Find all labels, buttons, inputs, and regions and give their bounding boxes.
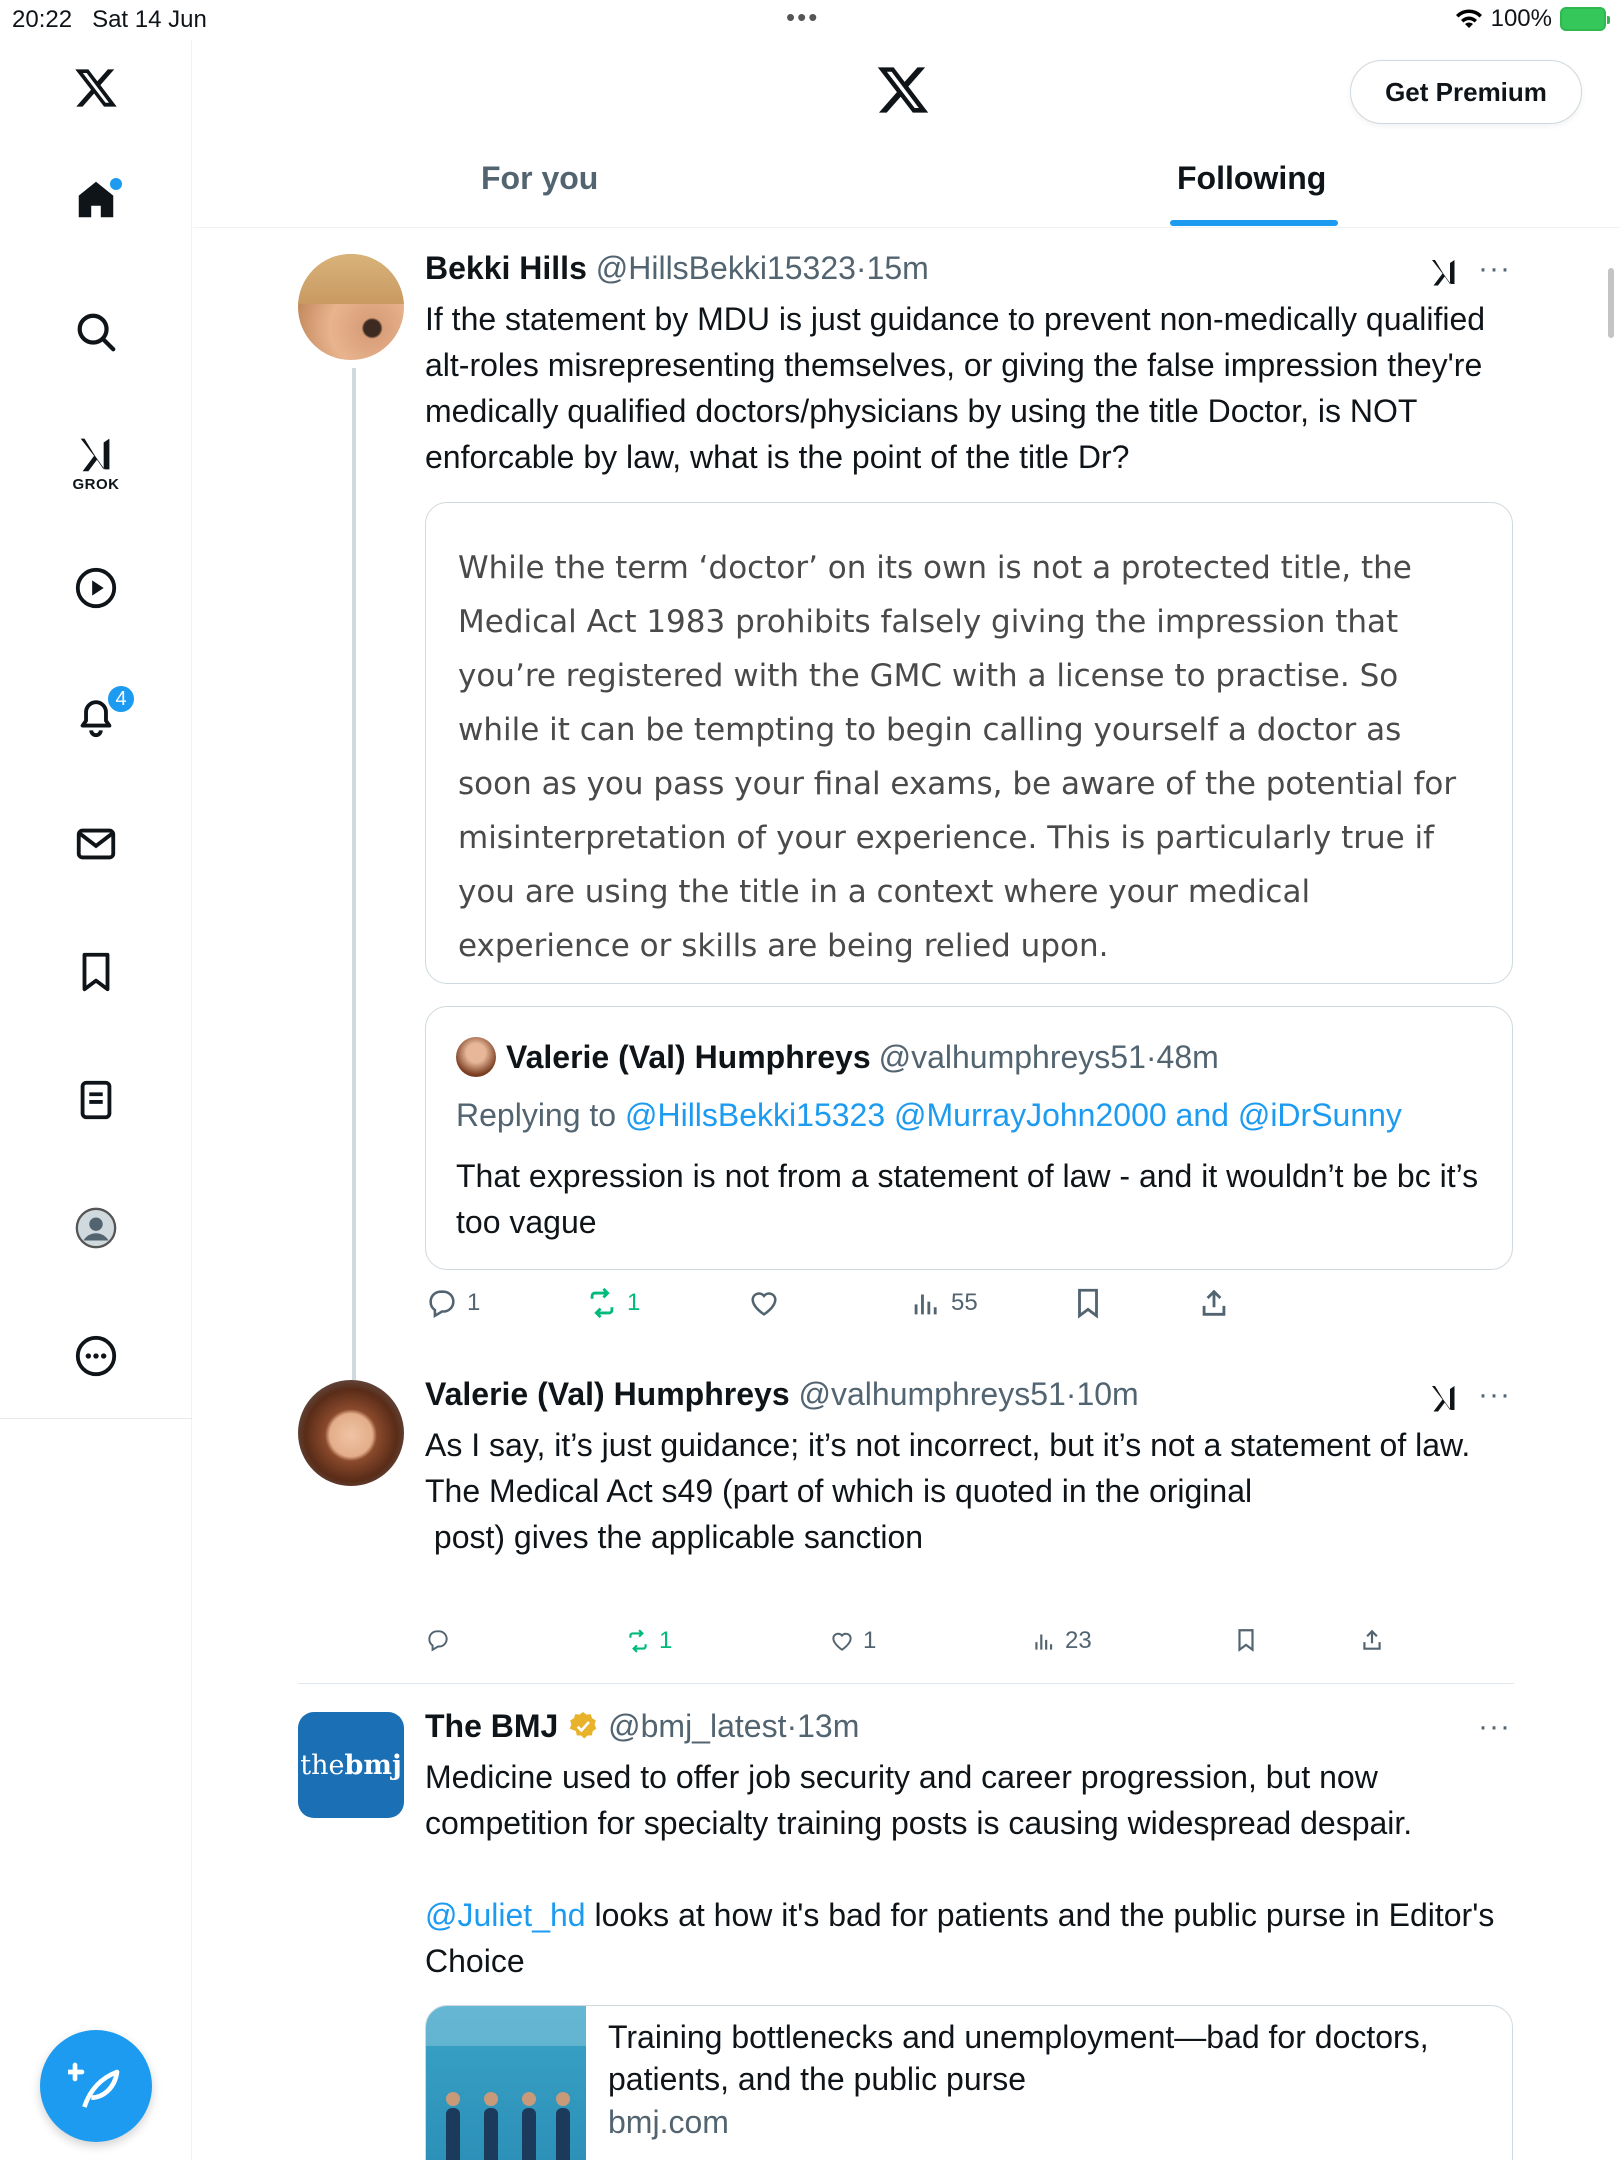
notifications-bell-icon[interactable] [66, 686, 126, 746]
more-options-icon[interactable]: ··· [1478, 252, 1511, 285]
grok-label: GROK [72, 476, 120, 493]
share-button[interactable] [1359, 1627, 1385, 1653]
messages-envelope-icon[interactable] [66, 814, 126, 874]
tweet-text [425, 1754, 1515, 1984]
author-name[interactable]: The BMJ [425, 1708, 559, 1744]
heart-icon [829, 1628, 855, 1654]
image-quote-text: While the term ‘doctor’ on its own is not a protected title, the Medical Act 1983 prohibits falsely giving the impression that you’re registered with the GMC with a license to practise. So while it can be tempting to begin calling yourself a doctor as soon as you pass your final exams, be aware of the potential for misinterpretation of your experience. This is particularly true if you are using the title in a context where your medical experience or skills are being relied upon. [458, 550, 1457, 964]
author-handle: @valhumphreys51·48m [878, 1038, 1219, 1075]
compose-post-button[interactable] [40, 2030, 152, 2142]
video-icon[interactable] [66, 558, 126, 618]
like-count: 1 [863, 1627, 877, 1654]
author-handle[interactable]: @HillsBekki15323 [595, 250, 856, 286]
tweet-text-line: As I say, it’s just guidance; it’s not incorrect, but it’s not a statement of law. [425, 1427, 1471, 1463]
status-right [1455, 5, 1606, 33]
repost-count: 1 [659, 1627, 673, 1654]
reply-count: 1 [467, 1289, 481, 1316]
avatar[interactable] [298, 1712, 404, 1818]
separator-dot: · [1065, 1376, 1077, 1412]
top-bar [193, 40, 1620, 228]
author-name[interactable]: Valerie (Val) Humphreys [425, 1376, 790, 1412]
search-icon[interactable] [66, 302, 126, 362]
avatar[interactable] [298, 254, 404, 360]
grok-icon[interactable] [66, 424, 126, 484]
bookmark-button[interactable] [1071, 1286, 1105, 1320]
like-button[interactable] [747, 1286, 789, 1320]
quoted-tweet-header [456, 1037, 1219, 1077]
share-button[interactable] [1197, 1286, 1231, 1320]
verified-gold-badge-icon [567, 1710, 599, 1742]
bmj-logo-text: thebmj [300, 1749, 402, 1781]
active-tab-indicator [1170, 220, 1338, 226]
tweet-text-paragraph: @Juliet_hd looks at how it's bad for patients and the public purse in Editor's Choice [425, 1897, 1495, 1979]
tab-following[interactable]: Following [1177, 160, 1327, 196]
views-chart-icon [909, 1286, 943, 1320]
bookmark-button[interactable] [1233, 1627, 1259, 1653]
mention-link[interactable]: @Juliet_hd [425, 1897, 586, 1933]
bookmark-icon [1233, 1627, 1259, 1653]
author-handle[interactable]: @bmj_latest [608, 1708, 787, 1744]
repost-icon [585, 1286, 619, 1320]
tweet-text-line: post) gives the applicable sanction [425, 1519, 924, 1555]
compose-feather-icon [68, 2058, 124, 2114]
tweet-text [425, 1422, 1515, 1560]
thread-connector-line [352, 368, 356, 1380]
quoted-tweet[interactable] [425, 1006, 1513, 1270]
avatar[interactable] [298, 1380, 404, 1486]
mention-link[interactable]: @HillsBekki15323 @MurrayJohn2000 [624, 1097, 1167, 1133]
quoted-tweet-text: That expression is not from a statement of law - and it wouldn’t be bc it’s too vague [456, 1158, 1479, 1240]
reply-icon [425, 1286, 459, 1320]
tweet-text: If the statement by MDU is just guidance to prevent non-medically qualified alt-roles misrepresenting themselves, or giving the false impression they're medically qualified doctors/physicians by using the title Doctor, is NOT enforcable by law, what is the point of the title Dr? [425, 301, 1486, 475]
repost-icon [625, 1628, 651, 1654]
views-chart-icon [1031, 1628, 1057, 1654]
like-button[interactable] [829, 1627, 876, 1655]
tweet-text-line: The Medical Act s49 (part of which is quoted in the original [425, 1473, 1253, 1509]
status-bar [0, 0, 1620, 40]
timestamp[interactable]: 15m [866, 250, 929, 286]
bookmark-icon [1071, 1286, 1105, 1320]
x-logo-icon[interactable] [66, 58, 126, 118]
reply-icon [425, 1627, 451, 1653]
timestamp[interactable]: 13m [797, 1708, 860, 1744]
repost-count: 1 [627, 1289, 641, 1316]
bookmarks-icon[interactable] [66, 942, 126, 1002]
tweet-actions [425, 1286, 1515, 1336]
notifications-badge: 4 [106, 684, 136, 714]
timestamp[interactable]: 10m [1076, 1376, 1139, 1412]
view-count: 23 [1065, 1627, 1092, 1654]
x-logo-icon[interactable] [875, 62, 931, 118]
repost-button[interactable] [625, 1627, 672, 1655]
lists-icon[interactable] [66, 1070, 126, 1130]
avatar [456, 1037, 496, 1077]
view-count: 55 [951, 1289, 978, 1316]
grok-icon[interactable] [1426, 254, 1462, 290]
mention-and: and [1175, 1097, 1229, 1133]
more-options-icon[interactable]: ··· [1478, 1378, 1511, 1411]
article-thumbnail [426, 2006, 586, 2160]
tweet-header [425, 250, 929, 287]
attached-image-text[interactable] [425, 502, 1513, 984]
heart-icon [747, 1286, 781, 1320]
home-unread-dot [110, 178, 122, 190]
get-premium-button[interactable]: Get Premium [1350, 60, 1582, 124]
scrollbar[interactable] [1608, 268, 1614, 338]
mention-link[interactable]: @iDrSunny [1237, 1097, 1402, 1133]
status-time: 20:22 Sat 14 Jun [12, 6, 207, 33]
reply-button[interactable] [425, 1627, 459, 1653]
multitasking-dots-icon[interactable]: ••• [786, 2, 820, 32]
tweet-divider [298, 1683, 1514, 1684]
share-icon [1359, 1627, 1385, 1653]
grok-icon[interactable] [1426, 1380, 1462, 1416]
link-title: Training bottlenecks and unemployment—bad for doctors, patients, and the public purse [608, 2019, 1429, 2097]
tweet-header [425, 1708, 859, 1745]
share-icon [1197, 1286, 1231, 1320]
more-options-icon[interactable] [66, 1326, 126, 1386]
battery-percent: 100% [1490, 5, 1552, 32]
link-domain: bmj.com [608, 2104, 729, 2140]
reply-button[interactable] [425, 1286, 480, 1320]
views-button[interactable] [909, 1286, 978, 1320]
battery-icon [1560, 7, 1606, 31]
link-preview-card[interactable] [425, 2005, 1513, 2160]
replying-to: Replying to @HillsBekki15323 @MurrayJohn2000 and @iDrSunny [456, 1097, 1402, 1133]
tab-for-you[interactable]: For you [481, 160, 599, 196]
more-options-icon[interactable]: ··· [1478, 1710, 1511, 1743]
author-handle[interactable]: @valhumphreys51 [798, 1376, 1066, 1412]
home-icon[interactable] [66, 170, 126, 230]
sidebar [0, 40, 192, 2160]
separator-dot: · [786, 1708, 798, 1744]
profile-avatar-icon[interactable] [66, 1198, 126, 1258]
sidebar-divider [0, 1418, 192, 1419]
author-name: Valerie (Val) Humphreys [506, 1038, 871, 1075]
tweet-text-paragraph: Medicine used to offer job security and career progression, but now competition for specialty training posts is causing widespread despair. [425, 1759, 1413, 1841]
repost-button[interactable] [585, 1286, 640, 1320]
author-name[interactable]: Bekki Hills [425, 250, 587, 286]
tweet-actions [425, 1627, 1515, 1677]
wifi-icon [1455, 8, 1483, 30]
separator-dot: · [855, 250, 867, 286]
views-button[interactable] [1031, 1627, 1092, 1655]
tweet-header [425, 1376, 1139, 1413]
